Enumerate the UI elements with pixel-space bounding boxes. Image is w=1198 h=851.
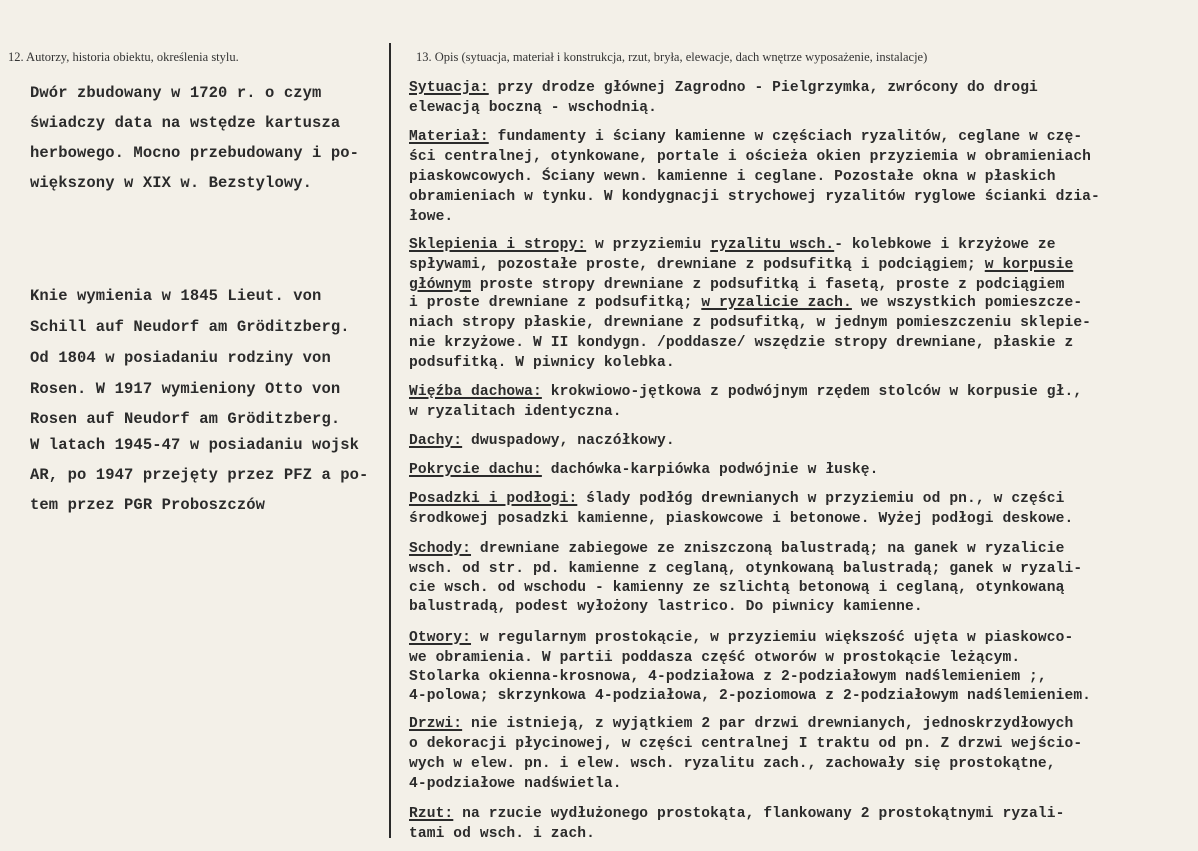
situation-line: elewacją boczną - wschodnią. — [409, 100, 658, 116]
vaults-line: nie krzyżowe. W II kondygn. /poddasze/ wszędzie stropy drewniane, płaskie z — [409, 335, 1074, 351]
roofing-label: Pokrycie dachu: — [409, 462, 542, 478]
stairs-line: cie wsch. od wschodu - kamienny ze szlichtą betonową i ceglaną, otynkowaną — [409, 580, 1065, 596]
history-line: AR, po 1947 przejęty przez PFZ a po- — [30, 466, 369, 484]
vaults-line: Sklepienia i stropy: w przyziemiu ryzalitu wsch.- kolebkowe i krzyżowe ze — [409, 237, 1056, 253]
vaults-line: spływami, pozostałe proste, drewniane z podsufitką i podciągiem; w korpusie — [409, 257, 1074, 273]
history-line: Od 1804 w posiadaniu rodziny von — [30, 349, 331, 367]
doors-line: o dekoracji płycinowej, w części centralnej I traktu od pn. Z drzwi wejścio- — [409, 736, 1083, 752]
history-line: W latach 1945-47 w posiadaniu wojsk — [30, 436, 360, 454]
material-line: piaskowcowych. Ściany wewn. kamienne i ceglane. Pozostałe okna w płaskich — [409, 169, 1056, 185]
stairs-line: balustradą, podest wyłożony lastrico. Do piwnicy kamienne. — [409, 599, 923, 615]
doors-line: 4-podziałowe nadświetla. — [409, 776, 622, 792]
history-line: Rosen auf Neudorf am Gröditzberg. — [30, 410, 341, 428]
history-line: Knie wymienia w 1845 Lieut. von — [30, 287, 322, 305]
roof-label: Dachy: — [409, 433, 463, 449]
vaults-line: i proste drewniane z podsufitką; w ryzalicie zach. we wszystkich pomieszcze- — [409, 295, 1083, 311]
history-line: Dwór zbudowany w 1720 r. o czym — [30, 84, 322, 102]
situation-line: Sytuacja: przy drodze głównej Zagrodno - Pielgrzymka, zwrócony do drogi — [409, 80, 1038, 96]
truss-label: Więźba dachowa: — [409, 384, 542, 400]
history-line: świadczy data na wstędze kartusza — [30, 114, 341, 132]
history-line: większony w XIX w. Bezstylowy. — [30, 174, 313, 192]
openings-line: Otwory: w regularnym prostokącie, w przyziemiu większość ujęta w piaskowco- — [409, 630, 1074, 646]
truss-line: Więźba dachowa: krokwiowo-jętkowa z podwójnym rzędem stolców w korpusie gł., — [409, 384, 1083, 400]
openings-line: Stolarka okienna-krosnowa, 4-podziałowa z 2-podziałowym nadślemieniem ;, — [409, 669, 1047, 685]
floors-label: Posadzki i podłogi: — [409, 491, 578, 507]
situation-label: Sytuacja: — [409, 80, 489, 96]
stairs-label: Schody: — [409, 541, 472, 557]
left-section-header: 12. Autorzy, historia obiektu, określenia stylu. — [8, 50, 239, 64]
material-line: Materiał: fundamenty i ściany kamienne w częściach ryzalitów, ceglane w czę- — [409, 129, 1083, 145]
plan-line: Rzut: na rzucie wydłużonego prostokąta, flankowany 2 prostokątnymi ryzali- — [409, 806, 1065, 822]
openings-label: Otwory: — [409, 630, 472, 646]
right-section-header: 13. Opis (sytuacja, materiał i konstrukcja, rzut, bryła, elewacje, dach wnętrze wyposażenie, instalacje) — [416, 50, 928, 64]
floors-line: środkowej posadzki kamienne, piaskowcowe i betonowe. Wyżej podłogi deskowe. — [409, 511, 1074, 527]
floors-line: Posadzki i podłogi: ślady podłóg drewnianych w przyziemiu od pn., w części — [409, 491, 1065, 507]
plan-label: Rzut: — [409, 806, 454, 822]
doors-label: Drzwi: — [409, 716, 463, 732]
material-line: łowe. — [409, 209, 454, 225]
openings-line: we obramienia. W partii poddasza część otworów w prostokącie leżącym. — [409, 650, 1021, 666]
roof-line: Dachy: dwuspadowy, naczółkowy. — [409, 433, 675, 449]
vaults-label: Sklepienia i stropy: — [409, 237, 587, 253]
material-line: ści centralnej, otynkowane, portale i ościeża okien przyziemia w obramieniach — [409, 149, 1092, 165]
history-line: Rosen. W 1917 wymieniony Otto von — [30, 380, 341, 398]
roofing-line: Pokrycie dachu: dachówka-karpiówka podwójnie w łuskę. — [409, 462, 879, 478]
plan-line: tami od wsch. i zach. — [409, 826, 596, 842]
material-line: obramieniach w tynku. W kondygnacji strychowej ryzalitów ryglowe ścianki dzia- — [409, 189, 1100, 205]
history-line: Schill auf Neudorf am Gröditzberg. — [30, 318, 350, 336]
openings-line: 4-polowa; skrzynkowa 4-podziałowa, 2-poziomowa z 2-podziałowym nadślemieniem. — [409, 688, 1092, 704]
material-label: Materiał: — [409, 129, 489, 145]
stairs-line: Schody: drewniane zabiegowe ze zniszczoną balustradą; na ganek w ryzalicie — [409, 541, 1065, 557]
column-divider — [389, 43, 391, 838]
doors-line: wych w elew. pn. i elew. wsch. ryzalitu zach., zachowały się prostokątne, — [409, 756, 1056, 772]
history-line: herbowego. Mocno przebudowany i po- — [30, 144, 360, 162]
stairs-line: wsch. od str. pd. kamienne z ceglaną, otynkowaną balustradą; ganek w ryzali- — [409, 561, 1083, 577]
vaults-line: niach stropy płaskie, drewniane z podsufitką, w jednym pomieszczeniu sklepie- — [409, 315, 1092, 331]
history-line: tem przez PGR Proboszczów — [30, 496, 266, 514]
doors-line: Drzwi: nie istnieją, z wyjątkiem 2 par drzwi drewnianych, jednoskrzydłowych — [409, 716, 1074, 732]
truss-line: w ryzalitach identyczna. — [409, 404, 622, 420]
vaults-line: głównym proste stropy drewniane z podsufitką i fasetą, proste z podciągiem — [409, 277, 1065, 293]
vaults-line: podsufitką. W piwnicy kolebka. — [409, 355, 675, 371]
